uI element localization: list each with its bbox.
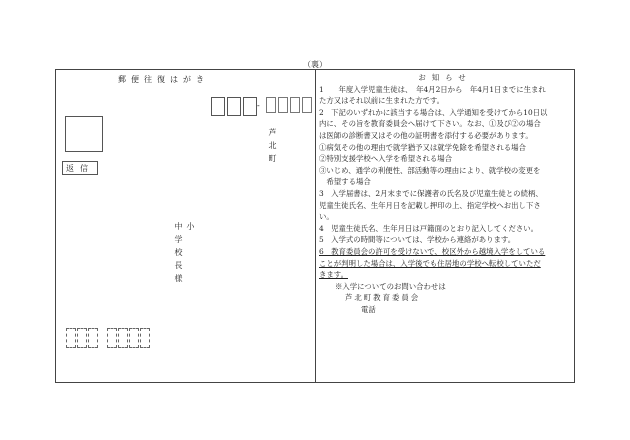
page-side-label: （裏）: [303, 60, 327, 69]
notice-line-underlined: 6 教育委員会の許可を受けないで、校区外から越境入学をしている: [319, 246, 546, 256]
contact-heading: ※入学についてのお問い合わせは: [335, 281, 446, 291]
reply-label: 返信: [62, 161, 98, 175]
sender-postal-code-group-2: [107, 328, 150, 350]
stamp-box: [65, 116, 103, 152]
sender-postal-box: [66, 328, 76, 348]
postal-code-box-3: [243, 97, 257, 116]
address-town: 芦北町: [268, 128, 277, 167]
notice-line: 4 児童生徒氏名、生年月日は戸籍面のとおり記入してください。: [319, 223, 539, 233]
notice-title: お知らせ: [418, 73, 472, 82]
sender-postal-box: [88, 328, 98, 348]
notice-section: [319, 72, 571, 315]
sender-postal-box: [118, 328, 128, 348]
notice-line: 5 入学式の時間等については、学校から連絡があります。: [319, 235, 516, 245]
notice-line-underlined: ことが判明した場合は、入学後でも住居地の学校へ転校していただ: [319, 258, 541, 268]
notice-line-underlined: きます。: [319, 270, 348, 280]
notice-line: 希望する場合: [319, 177, 371, 187]
contact-phone: 電話: [361, 304, 376, 314]
sender-postal-box: [140, 328, 150, 348]
postal-code-box-5: [278, 97, 288, 113]
sender-postal-code-group-1: [66, 328, 98, 350]
postal-code-hyphen: -: [257, 101, 260, 110]
postcard-title: 郵便往復はがき: [118, 75, 209, 84]
notice-line: い。: [319, 212, 334, 222]
notice-line: ①病気その他の理由で就学猶予又は就学免除を希望される場合: [319, 142, 526, 152]
notice-line: ②特別支援学校へ入学を希望される場合: [319, 154, 453, 164]
postal-code-box-1: [211, 97, 225, 116]
notice-line: 2 下記のいずれかに該当する場合は、入学通知を受けてから10日以: [319, 107, 548, 117]
postal-code-box-7: [302, 97, 312, 113]
notice-line: 1 年度入学児童生徒は、 年4月2日から 年4月1日までに生まれ: [319, 84, 546, 94]
sender-postal-box: [107, 328, 117, 348]
sender-postal-box: [129, 328, 139, 348]
center-divider: [315, 69, 316, 383]
recipient-school-name: 中学校長様: [174, 222, 183, 287]
notice-line: は医師の診断書又はその他の証明書を添付する必要があります。: [319, 130, 533, 140]
postal-code-box-4: [266, 97, 276, 113]
sender-postal-box: [77, 328, 87, 348]
postal-code-box-2: [227, 97, 241, 116]
contact-office: 芦北町教育委員会: [345, 293, 421, 303]
notice-line: た方又はそれ以前に生まれた方です。: [319, 96, 445, 106]
postal-code-box-6: [290, 97, 300, 113]
notice-line: ③いじめ、通学の利便性、部活動等の理由により、就学校の変更を: [319, 165, 541, 175]
notice-line: 3 入学届書は、2月末までに保護者の氏名及び児童生徒との続柄、: [319, 188, 543, 198]
notice-line: 内に、その旨を教育委員会へ届けて下さい。なお、①及び②の場合: [319, 119, 541, 129]
recipient-school-right: 小: [186, 222, 195, 235]
notice-line: 児童生徒氏名、生年月日を記載し押印の上、指定学校へお出し下さ: [319, 200, 541, 210]
